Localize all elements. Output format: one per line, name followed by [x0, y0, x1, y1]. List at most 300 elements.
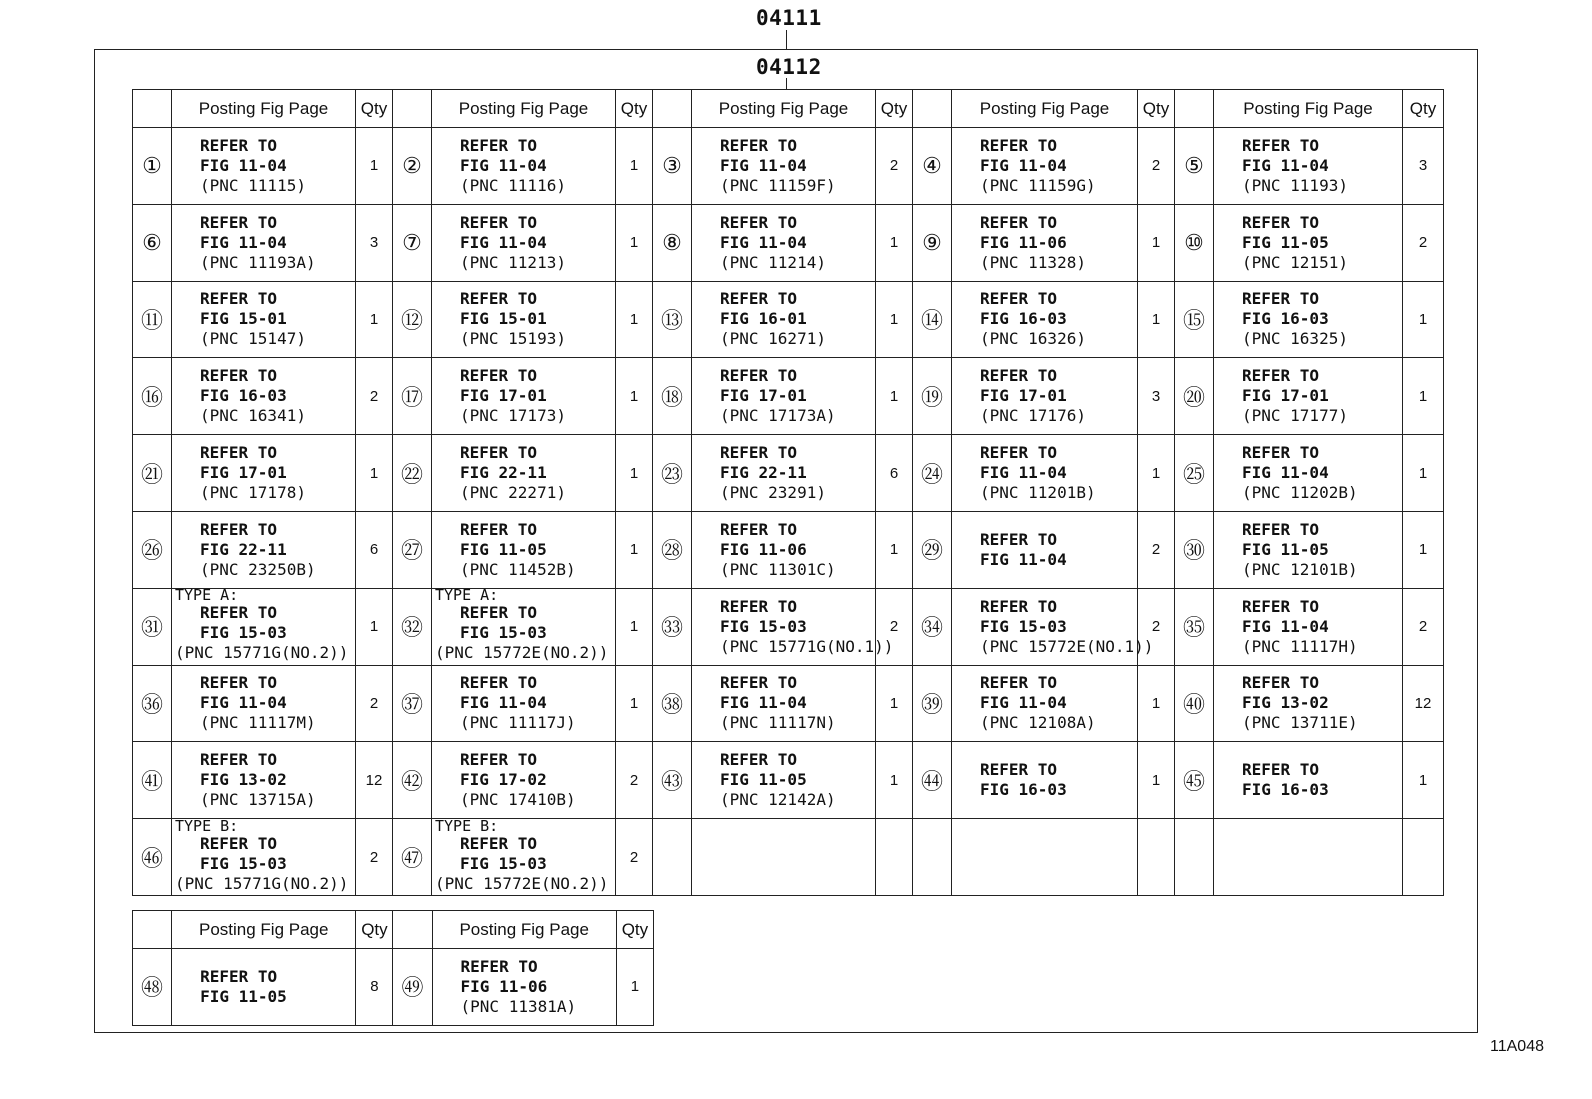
type-label: TYPE A:	[175, 586, 239, 605]
quantity: 1	[1138, 281, 1175, 358]
quantity: 1	[616, 949, 653, 1026]
posting-reference	[432, 588, 616, 665]
header-row	[133, 90, 1444, 128]
quantity: 1	[616, 358, 653, 435]
quantity: 2	[356, 665, 393, 742]
pnc-number: (PNC 11117J)	[460, 713, 576, 733]
refer-to-text: REFER TO	[200, 603, 278, 623]
figure-reference: FIG 11-06	[460, 976, 548, 996]
item-number: ⑨	[913, 204, 952, 281]
refer-to-text: REFER TO	[460, 366, 538, 386]
header-row	[133, 911, 654, 949]
item-number: ㉙	[913, 511, 952, 588]
posting-reference	[432, 665, 616, 742]
posting-reference	[172, 816, 356, 896]
pnc-number: (PNC 16325)	[1242, 329, 1348, 349]
item-number: ㊴	[913, 665, 952, 742]
figure-reference: FIG 11-04	[980, 549, 1067, 569]
item-number: ②	[393, 128, 432, 205]
item-number: ⑱	[653, 358, 692, 435]
quantity: 1	[876, 358, 913, 435]
table-row	[133, 128, 1444, 205]
item-number: ㉚	[1175, 511, 1214, 588]
figure-reference: FIG 11-05	[200, 986, 287, 1006]
figure-reference: FIG 17-01	[1242, 386, 1329, 406]
figure-reference: FIG 15-03	[200, 853, 287, 873]
drawing-code: 11A048	[1490, 1038, 1544, 1055]
quantity	[1403, 819, 1444, 896]
refer-to-text: REFER TO	[980, 760, 1058, 780]
pnc-number: (PNC 11117H)	[1242, 636, 1358, 656]
refer-to-text: REFER TO	[720, 673, 798, 693]
figure-reference: FIG 13-02	[1242, 693, 1329, 713]
posting-reference	[432, 949, 616, 1026]
refer-to-text: REFER TO	[720, 596, 798, 616]
type-label: TYPE B:	[175, 816, 239, 835]
refer-to-text: REFER TO	[460, 603, 538, 623]
parts-reference-table-2	[132, 910, 654, 1026]
item-number: ㉒	[393, 435, 432, 512]
header-qty: Qty	[1138, 90, 1175, 128]
figure-reference: FIG 16-03	[980, 780, 1067, 800]
pnc-number: (PNC 17173A)	[720, 406, 836, 426]
figure-reference: FIG 16-03	[1242, 309, 1329, 329]
refer-to-text: REFER TO	[460, 519, 538, 539]
refer-to-text: REFER TO	[720, 289, 798, 309]
posting-reference	[1214, 128, 1403, 205]
quantity: 2	[616, 819, 653, 896]
refer-to-text: REFER TO	[460, 956, 538, 976]
pnc-number: (PNC 11117N)	[720, 713, 836, 733]
header-posting: Posting Fig Page	[172, 90, 356, 128]
posting-reference	[692, 819, 876, 896]
item-number: ㊺	[1175, 742, 1214, 819]
refer-to-text: REFER TO	[460, 289, 538, 309]
quantity: 1	[1403, 358, 1444, 435]
item-number: ⑪	[133, 281, 172, 358]
item-number	[1175, 819, 1214, 896]
table-row	[133, 358, 1444, 435]
figure-reference: FIG 11-06	[720, 539, 807, 559]
pnc-number: (PNC 11301C)	[720, 559, 836, 579]
item-number: ㉝	[653, 588, 692, 665]
figure-reference: FIG 15-01	[460, 309, 547, 329]
pnc-number: (PNC 11115)	[200, 175, 306, 195]
quantity: 1	[1403, 511, 1444, 588]
figure-reference: FIG 11-04	[980, 463, 1067, 483]
quantity: 2	[1403, 204, 1444, 281]
pnc-number: (PNC 11214)	[720, 252, 826, 272]
posting-reference	[432, 511, 616, 588]
refer-to-text: REFER TO	[200, 519, 278, 539]
posting-reference	[432, 358, 616, 435]
item-number: ⑲	[913, 358, 952, 435]
pnc-number: (PNC 17176)	[980, 406, 1086, 426]
item-number: ⑦	[393, 204, 432, 281]
item-number: ④	[913, 128, 952, 205]
item-number: ⑧	[653, 204, 692, 281]
figure-reference: FIG 16-01	[720, 309, 807, 329]
item-number: ㊹	[913, 742, 952, 819]
item-number: ㉜	[393, 588, 432, 665]
posting-reference	[172, 281, 356, 358]
header-posting: Posting Fig Page	[952, 90, 1138, 128]
figure-reference: FIG 11-04	[1242, 155, 1329, 175]
item-number: ⑮	[1175, 281, 1214, 358]
posting-reference	[172, 742, 356, 819]
pnc-number: (PNC 12142A)	[720, 790, 836, 810]
posting-reference	[952, 281, 1138, 358]
item-number: ⑭	[913, 281, 952, 358]
figure-reference: FIG 11-04	[200, 232, 287, 252]
pnc-number: (PNC 16326)	[980, 329, 1086, 349]
item-number: ㉖	[133, 511, 172, 588]
quantity: 1	[1138, 204, 1175, 281]
item-number: ㊲	[393, 665, 432, 742]
refer-to-text: REFER TO	[200, 212, 278, 232]
pnc-number: (PNC 15772E(NO.1))	[980, 636, 1154, 656]
quantity: 1	[876, 204, 913, 281]
refer-to-text: REFER TO	[980, 366, 1058, 386]
item-number: ㉑	[133, 435, 172, 512]
figure-reference: FIG 15-01	[200, 309, 287, 329]
quantity	[1138, 819, 1175, 896]
refer-to-text: REFER TO	[460, 135, 538, 155]
posting-reference	[952, 435, 1138, 512]
outer-leader-line	[786, 30, 787, 49]
figure-reference: FIG 11-05	[1242, 232, 1329, 252]
posting-reference	[952, 128, 1138, 205]
header-qty: Qty	[616, 90, 653, 128]
figure-reference: FIG 11-04	[980, 693, 1067, 713]
refer-to-text: REFER TO	[460, 443, 538, 463]
refer-to-text: REFER TO	[200, 135, 278, 155]
posting-reference	[1214, 511, 1403, 588]
parts-reference-table	[132, 89, 1444, 896]
refer-to-text: REFER TO	[980, 596, 1058, 616]
pnc-number: (PNC 11193A)	[200, 252, 316, 272]
posting-reference	[1214, 742, 1403, 819]
posting-reference	[432, 204, 616, 281]
item-number: ⑤	[1175, 128, 1214, 205]
pnc-number: (PNC 22271)	[460, 483, 566, 503]
item-number: ①	[133, 128, 172, 205]
figure-reference: FIG 22-11	[460, 463, 547, 483]
refer-to-text: REFER TO	[1242, 289, 1320, 309]
figure-reference: FIG 15-03	[980, 616, 1067, 636]
quantity: 1	[1403, 281, 1444, 358]
posting-reference	[952, 511, 1138, 588]
pnc-number: (PNC 11452B)	[460, 559, 576, 579]
item-number: ㉓	[653, 435, 692, 512]
figure-reference: FIG 15-03	[200, 623, 287, 643]
posting-reference	[1214, 588, 1403, 665]
type-label: TYPE A:	[435, 586, 499, 605]
pnc-number: (PNC 11159G)	[980, 175, 1096, 195]
item-number: ㊱	[133, 665, 172, 742]
posting-reference	[952, 665, 1138, 742]
posting-reference	[952, 204, 1138, 281]
item-number: ⑫	[393, 281, 432, 358]
figure-reference: FIG 17-01	[980, 386, 1067, 406]
item-number	[653, 819, 692, 896]
item-number: ㊼	[393, 819, 432, 896]
quantity: 2	[1138, 128, 1175, 205]
header-posting: Posting Fig Page	[692, 90, 876, 128]
figure-reference: FIG 11-04	[460, 155, 547, 175]
quantity: 12	[1403, 665, 1444, 742]
pnc-number: (PNC 17173)	[460, 406, 566, 426]
quantity: 1	[616, 665, 653, 742]
header-posting: Posting Fig Page	[432, 911, 616, 949]
figure-reference: FIG 11-06	[980, 232, 1067, 252]
figure-reference: FIG 15-03	[720, 616, 807, 636]
pnc-number: (PNC 13711E)	[1242, 713, 1358, 733]
pnc-number: (PNC 11159F)	[720, 175, 836, 195]
header-index-cell	[393, 911, 432, 949]
quantity: 1	[876, 511, 913, 588]
posting-reference	[692, 435, 876, 512]
quantity: 1	[1138, 435, 1175, 512]
quantity: 1	[356, 588, 393, 665]
header-qty: Qty	[616, 911, 653, 949]
pnc-number: (PNC 12101B)	[1242, 559, 1358, 579]
refer-to-text: REFER TO	[1242, 519, 1320, 539]
figure-reference: FIG 17-01	[200, 463, 287, 483]
item-number: ㊷	[393, 742, 432, 819]
refer-to-text: REFER TO	[720, 750, 798, 770]
item-number: ㉞	[913, 588, 952, 665]
pnc-number: (PNC 12108A)	[980, 713, 1096, 733]
figure-reference: FIG 22-11	[200, 539, 287, 559]
inner-assembly-label: 04112	[756, 55, 822, 79]
quantity: 1	[356, 128, 393, 205]
refer-to-text: REFER TO	[1242, 673, 1320, 693]
quantity: 6	[876, 435, 913, 512]
posting-reference	[692, 281, 876, 358]
item-number: ㊸	[653, 742, 692, 819]
quantity: 8	[356, 949, 393, 1026]
figure-reference: FIG 11-04	[720, 693, 807, 713]
pnc-number: (PNC 17177)	[1242, 406, 1348, 426]
pnc-number: (PNC 11201B)	[980, 483, 1096, 503]
refer-to-text: REFER TO	[980, 289, 1058, 309]
figure-reference: FIG 11-04	[460, 232, 547, 252]
posting-reference	[432, 128, 616, 205]
header-qty: Qty	[876, 90, 913, 128]
posting-reference	[172, 128, 356, 205]
refer-to-text: REFER TO	[980, 529, 1058, 549]
quantity: 1	[616, 435, 653, 512]
figure-reference: FIG 11-04	[1242, 616, 1329, 636]
posting-reference	[1214, 281, 1403, 358]
posting-reference	[692, 588, 894, 665]
figure-reference: FIG 11-04	[980, 155, 1067, 175]
item-number: ⑥	[133, 204, 172, 281]
pnc-number: (PNC 11381A)	[460, 996, 577, 1016]
item-number: ㉗	[393, 511, 432, 588]
figure-reference: FIG 15-03	[460, 853, 547, 873]
refer-to-text: REFER TO	[200, 833, 278, 853]
figure-reference: FIG 16-03	[980, 309, 1067, 329]
posting-reference	[692, 665, 876, 742]
header-posting: Posting Fig Page	[1214, 90, 1403, 128]
pnc-number: (PNC 15771G(NO.2))	[175, 643, 349, 663]
pnc-number: (PNC 17178)	[200, 483, 306, 503]
pnc-number: (PNC 16271)	[720, 329, 826, 349]
header-index-cell	[913, 90, 952, 128]
figure-reference: FIG 11-04	[720, 155, 807, 175]
quantity	[876, 819, 913, 896]
pnc-number: (PNC 11117M)	[200, 713, 316, 733]
figure-reference: FIG 11-04	[720, 232, 807, 252]
quantity: 2	[1138, 511, 1175, 588]
refer-to-text: REFER TO	[980, 443, 1058, 463]
pnc-number: (PNC 11328)	[980, 252, 1086, 272]
posting-reference	[952, 819, 1138, 896]
figure-reference: FIG 11-05	[1242, 539, 1329, 559]
refer-to-text: REFER TO	[980, 135, 1058, 155]
posting-reference	[952, 742, 1138, 819]
refer-to-text: REFER TO	[980, 673, 1058, 693]
item-number: ㊳	[653, 665, 692, 742]
figure-reference: FIG 16-03	[1242, 780, 1329, 800]
item-number: ⑯	[133, 358, 172, 435]
posting-reference	[692, 128, 876, 205]
posting-reference	[692, 204, 876, 281]
pnc-number: (PNC 15147)	[200, 329, 306, 349]
refer-to-text: REFER TO	[200, 289, 278, 309]
quantity: 6	[356, 511, 393, 588]
pnc-number: (PNC 11193)	[1242, 175, 1348, 195]
item-number: ㉟	[1175, 588, 1214, 665]
quantity: 1	[616, 281, 653, 358]
refer-to-text: REFER TO	[720, 443, 798, 463]
refer-to-text: REFER TO	[1242, 135, 1320, 155]
quantity: 1	[1138, 742, 1175, 819]
refer-to-text: REFER TO	[1242, 596, 1320, 616]
figure-reference: FIG 13-02	[200, 770, 287, 790]
refer-to-text: REFER TO	[200, 673, 278, 693]
item-number: ⑰	[393, 358, 432, 435]
table-row	[133, 819, 1444, 896]
item-number: ㊽	[133, 949, 172, 1026]
pnc-number: (PNC 12151)	[1242, 252, 1348, 272]
refer-to-text: REFER TO	[200, 366, 278, 386]
table-row	[133, 435, 1444, 512]
posting-reference	[172, 665, 356, 742]
pnc-number: (PNC 15772E(NO.2))	[435, 873, 609, 893]
figure-reference: FIG 11-04	[200, 693, 287, 713]
item-number: ㉔	[913, 435, 952, 512]
posting-reference	[172, 435, 356, 512]
posting-reference	[172, 204, 356, 281]
posting-reference	[692, 511, 876, 588]
item-number: ㊶	[133, 742, 172, 819]
figure-reference: FIG 16-03	[200, 386, 287, 406]
figure-reference: FIG 17-01	[460, 386, 547, 406]
posting-reference	[432, 281, 616, 358]
pnc-number: (PNC 15771G(NO.1))	[720, 636, 894, 656]
figure-reference: FIG 11-05	[460, 539, 547, 559]
refer-to-text: REFER TO	[720, 135, 798, 155]
item-number: ㊾	[393, 949, 432, 1026]
table-row	[133, 665, 1444, 742]
refer-to-text: REFER TO	[200, 750, 278, 770]
posting-reference	[1214, 358, 1403, 435]
header-qty: Qty	[356, 911, 393, 949]
pnc-number: (PNC 15772E(NO.2))	[435, 643, 609, 663]
header-posting: Posting Fig Page	[432, 90, 616, 128]
figure-reference: FIG 11-04	[1242, 463, 1329, 483]
quantity: 2	[356, 358, 393, 435]
posting-reference	[432, 816, 616, 896]
refer-to-text: REFER TO	[720, 212, 798, 232]
pnc-number: (PNC 17410B)	[460, 790, 576, 810]
quantity: 2	[356, 819, 393, 896]
table-row	[133, 281, 1444, 358]
pnc-number: (PNC 15771G(NO.2))	[175, 873, 349, 893]
pnc-number: (PNC 23250B)	[200, 559, 316, 579]
quantity: 3	[1403, 128, 1444, 205]
posting-reference	[692, 358, 876, 435]
item-number: ⑩	[1175, 204, 1214, 281]
table-row	[133, 204, 1444, 281]
quantity: 2	[616, 742, 653, 819]
quantity: 1	[876, 281, 913, 358]
figure-reference: FIG 22-11	[720, 463, 807, 483]
pnc-number: (PNC 23291)	[720, 483, 826, 503]
refer-to-text: REFER TO	[1242, 212, 1320, 232]
item-number: ⑳	[1175, 358, 1214, 435]
pnc-number: (PNC 13715A)	[200, 790, 316, 810]
quantity: 1	[876, 665, 913, 742]
header-index-cell	[653, 90, 692, 128]
refer-to-text: REFER TO	[460, 750, 538, 770]
table-row	[133, 949, 654, 1026]
quantity: 1	[616, 204, 653, 281]
posting-reference	[1214, 819, 1403, 896]
quantity: 2	[1403, 588, 1444, 665]
refer-to-text: REFER TO	[460, 833, 538, 853]
quantity: 2	[1138, 588, 1175, 665]
posting-reference	[1214, 665, 1403, 742]
outer-assembly-label: 04111	[756, 6, 822, 30]
refer-to-text: REFER TO	[200, 443, 278, 463]
posting-reference	[952, 358, 1138, 435]
item-number: ③	[653, 128, 692, 205]
item-number: ⑬	[653, 281, 692, 358]
item-number	[913, 819, 952, 896]
pnc-number: (PNC 11116)	[460, 175, 566, 195]
pnc-number: (PNC 16341)	[200, 406, 306, 426]
item-number: ㉛	[133, 588, 172, 665]
figure-reference: FIG 11-05	[720, 770, 807, 790]
quantity: 2	[876, 588, 913, 665]
pnc-number: (PNC 15193)	[460, 329, 566, 349]
refer-to-text: REFER TO	[460, 212, 538, 232]
posting-reference	[172, 588, 356, 665]
posting-reference	[692, 742, 876, 819]
quantity: 2	[876, 128, 913, 205]
item-number: ㉕	[1175, 435, 1214, 512]
item-number: ㊻	[133, 819, 172, 896]
header-index-cell	[133, 90, 172, 128]
figure-reference: FIG 11-04	[460, 693, 547, 713]
posting-reference	[1214, 435, 1403, 512]
table-row	[133, 742, 1444, 819]
refer-to-text: REFER TO	[1242, 443, 1320, 463]
